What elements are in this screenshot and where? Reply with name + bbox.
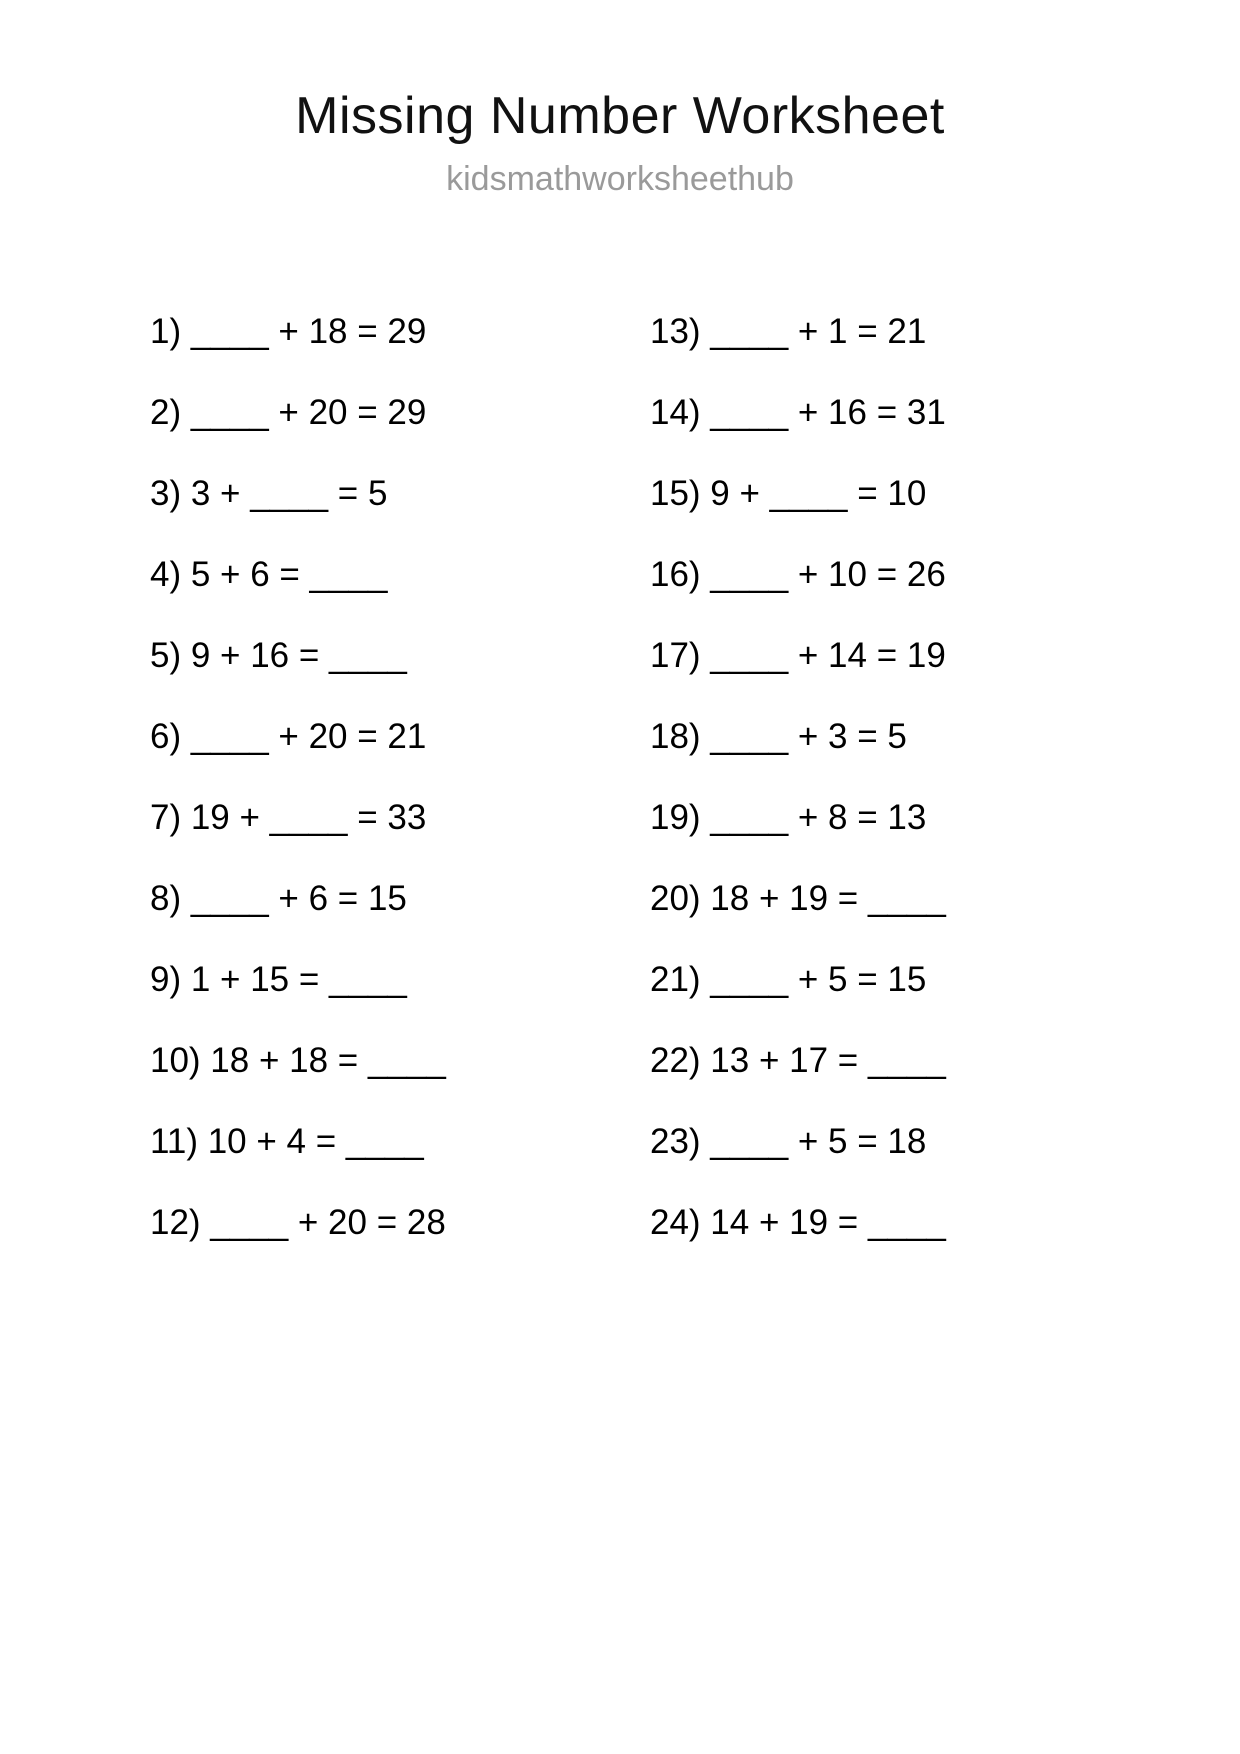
page-footer-space (0, 1263, 1240, 1523)
problem-item: 17) ____ + 14 = 19 (650, 636, 946, 675)
problem-item: 16) ____ + 10 = 26 (650, 555, 946, 594)
problem-item: 8) ____ + 6 = 15 (150, 879, 407, 918)
problem-item: 4) 5 + 6 = ____ (150, 555, 388, 594)
problem-item: 15) 9 + ____ = 10 (650, 474, 927, 513)
problem-item: 22) 13 + 17 = ____ (650, 1041, 946, 1080)
problem-item: 19) ____ + 8 = 13 (650, 798, 927, 837)
problem-item: 3) 3 + ____ = 5 (150, 474, 388, 513)
problem-item: 12) ____ + 20 = 28 (150, 1203, 446, 1242)
problem-item: 1) ____ + 18 = 29 (150, 312, 427, 351)
problem-item: 23) ____ + 5 = 18 (650, 1122, 927, 1161)
page-subtitle: kidsmathworksheethub (446, 160, 794, 198)
problem-columns (0, 291, 1240, 1263)
problem-item: 10) 18 + 18 = ____ (150, 1041, 446, 1080)
problem-item: 21) ____ + 5 = 15 (650, 960, 927, 999)
problem-column-left (130, 291, 610, 1263)
problem-item: 13) ____ + 1 = 21 (650, 312, 927, 351)
page-title: Missing Number Worksheet (295, 87, 945, 145)
problem-item: 14) ____ + 16 = 31 (650, 393, 946, 432)
problem-item: 2) ____ + 20 = 29 (150, 393, 427, 432)
problem-column-right (610, 291, 1110, 1263)
problem-item: 11) 10 + 4 = ____ (150, 1122, 424, 1161)
problem-item: 18) ____ + 3 = 5 (650, 717, 907, 756)
problem-item: 5) 9 + 16 = ____ (150, 636, 407, 675)
problem-item: 7) 19 + ____ = 33 (150, 798, 427, 837)
problem-item: 6) ____ + 20 = 21 (150, 717, 427, 756)
problem-item: 24) 14 + 19 = ____ (650, 1203, 946, 1242)
problem-item: 20) 18 + 19 = ____ (650, 879, 946, 918)
problem-item: 9) 1 + 15 = ____ (150, 960, 407, 999)
